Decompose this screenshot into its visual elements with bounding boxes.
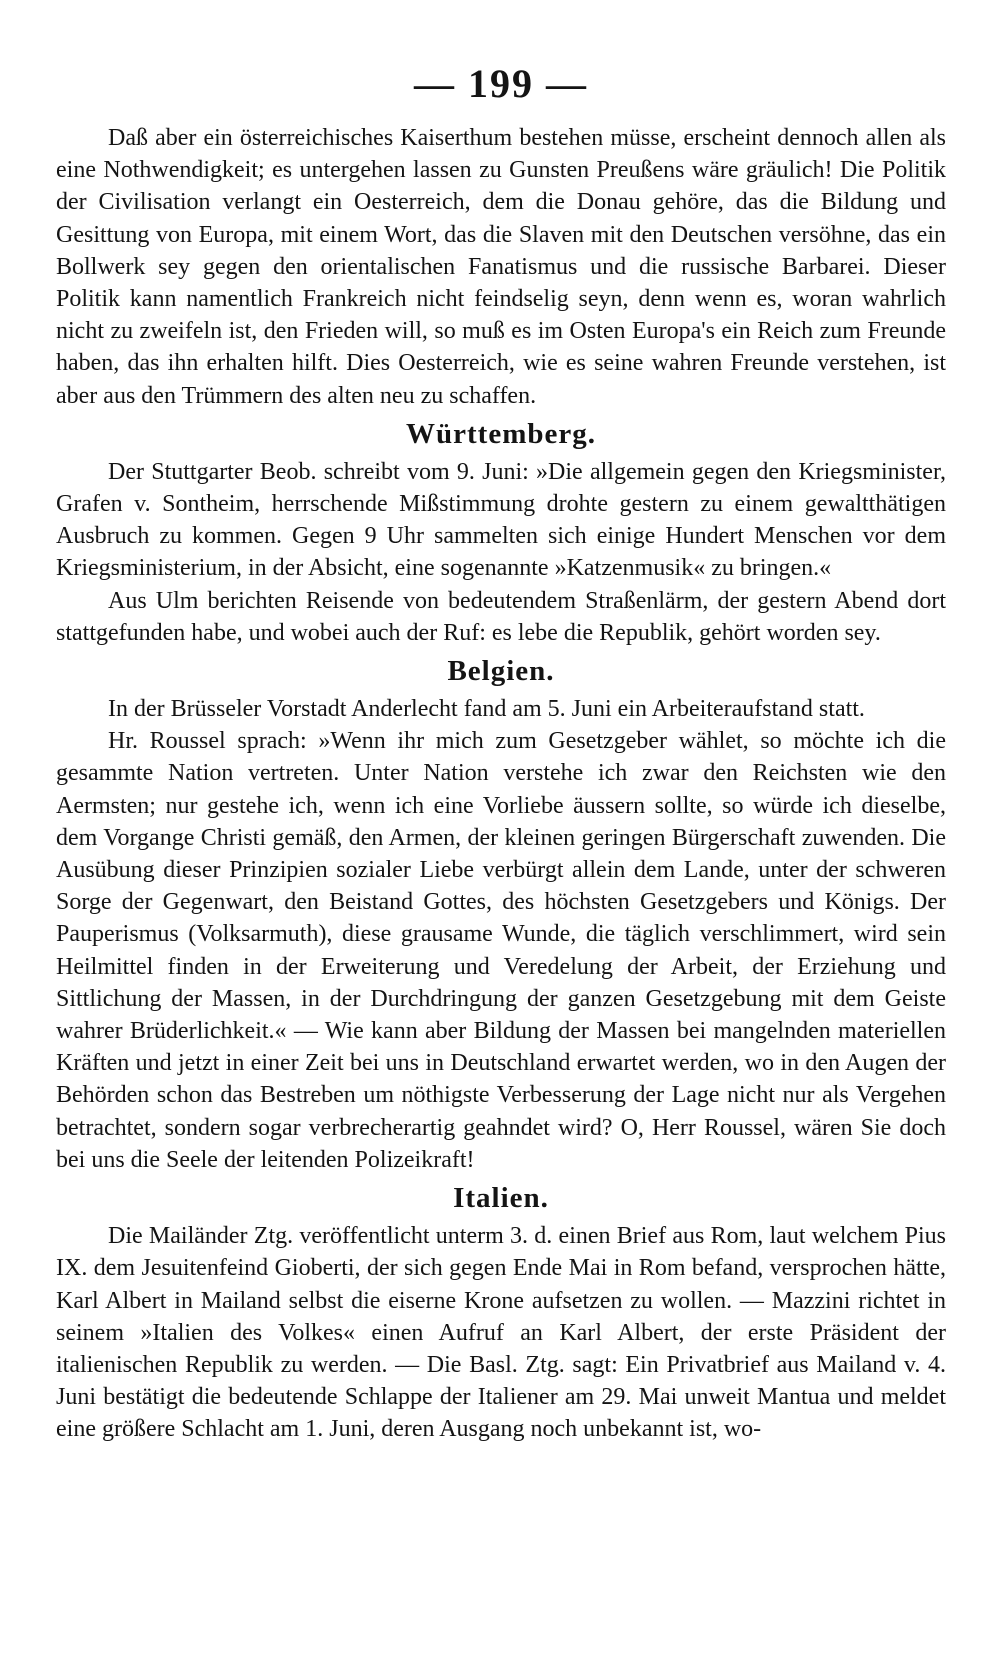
page-number: — 199 — [414,61,588,106]
wuerttemberg-paragraph-1: Der Stuttgarter Beob. schreibt vom 9. Juni: »Die allgemein gegen den Kriegsminister, Grafen v. Sontheim, herrschende Mißstimmung drohte gestern zu einem gewaltthätigen Ausbruch zu kommen. Gegen 9 Uhr sammelten sich einige Hundert Menschen vor dem Kriegsministerium, in der Absicht, eine sogenannte »Katzenmusik« zu bringen.« [56,458,946,582]
belgien-paragraph-1: In der Brüsseler Vorstadt Anderlecht fand am 5. Juni ein Arbeiteraufstand statt. [108,696,865,723]
section-heading-wuerttemberg: Württemberg. [406,417,596,450]
intro-paragraph: Daß aber ein österreichisches Kaiserthum bestehen müsse, erscheint dennoch allen als eine Nothwendigkeit; es untergehen lassen zu Gunsten Preußens wäre gräulich! Die Politik der Civilisation verlangt ein Oesterreich, dem die Donau gehöre, das die Bildung und Gesittung von Europa, mit einem Wort, das die Slaven mit den Deutschen versöhne, das ein Bollwerk sey gegen den orientalischen Fanatismus und die russische Barbarei. Dieser Politik kann namentlich Frankreich nicht feindselig seyn, denn wenn es, woran wahrlich nicht zu zweifeln ist, den Frieden will, so muß es im Osten Europa's ein Reich zum Freunde haben, das ihn erhalten hilft. Dies Oesterreich, wie es seine wahren Freunde verstehen, ist aber aus den Trümmern des alten neu zu schaffen. [56,125,946,409]
section-heading-italien: Italien. [453,1182,549,1215]
section-heading-belgien: Belgien. [447,655,555,688]
wuerttemberg-paragraph-2: Aus Ulm berichten Reisende von bedeutendem Straßenlärm, der gestern Abend dort stattgefunden habe, und wobei auch der Ruf: es lebe die Republik, gehört worden sey. [56,587,946,646]
italien-paragraph-1: Die Mailänder Ztg. veröffentlicht unterm 3. d. einen Brief aus Rom, laut welchem Pius IX. dem Jesuitenfeind Gioberti, der sich gegen Ende Mai in Rom befand, versprochen hätte, Karl Albert in Mailand selbst die eiserne Krone aufsetzen zu wollen. — Mazzini richtet in seinem »Italien des Volkes« einen Aufruf an Karl Albert, der erste Präsident der italienischen Republik zu werden. — Die Basl. Ztg. sagt: Ein Privatbrief aus Mailand v. 4. Juni bestätigt die bedeutende Schlappe der Italiener am 29. Mai unweit Mantua und meldet eine größere Schlacht am 1. Juni, deren Ausgang noch unbekannt ist, wo- [56,1223,946,1443]
belgien-paragraph-2: Hr. Roussel sprach: »Wenn ihr mich zum Gesetzgeber wählet, so möchte ich die gesammte Nation vertreten. Unter Nation verstehe ich zwar den Reichsten wie den Aermsten; nur gestehe ich, wenn ich eine Vorliebe äussern sollte, so würde ich dieselbe, dem Vorgange Christi gemäß, den Armen, der kleinen geringen Bürgerschaft zuwenden. Die Ausübung dieser Prinzipien sozialer Liebe verbürgt allein dem Lande, unter der schweren Sorge der Gegenwart, den Beistand Gottes, des höchsten Gesetzgebers und Königs. Der Pauperismus (Volksarmuth), diese grausame Wunde, die täglich verschlimmert, wird sein Heilmittel finden in der Erweiterung und Veredelung der Arbeit, der Erziehung und Sittlichung der Massen, in der Durchdringung der ganzen Gesetzgebung mit dem Geiste wahrer Brüderlichkeit.« — Wie kann aber Bildung der Massen bei mangelnden materiellen Kräften und jetzt in einer Zeit bei uns in Deutschland erwartet werden, wo in den Augen der Behörden schon das Bestreben um nöthigste Verbesserung der Lage nicht nur als Vergehen betrachtet, sondern sogar verbrecherartig geahndet wird? O, Herr Roussel, wären Sie doch bei uns die Seele der leitenden Polizeikraft! [56,728,946,1173]
